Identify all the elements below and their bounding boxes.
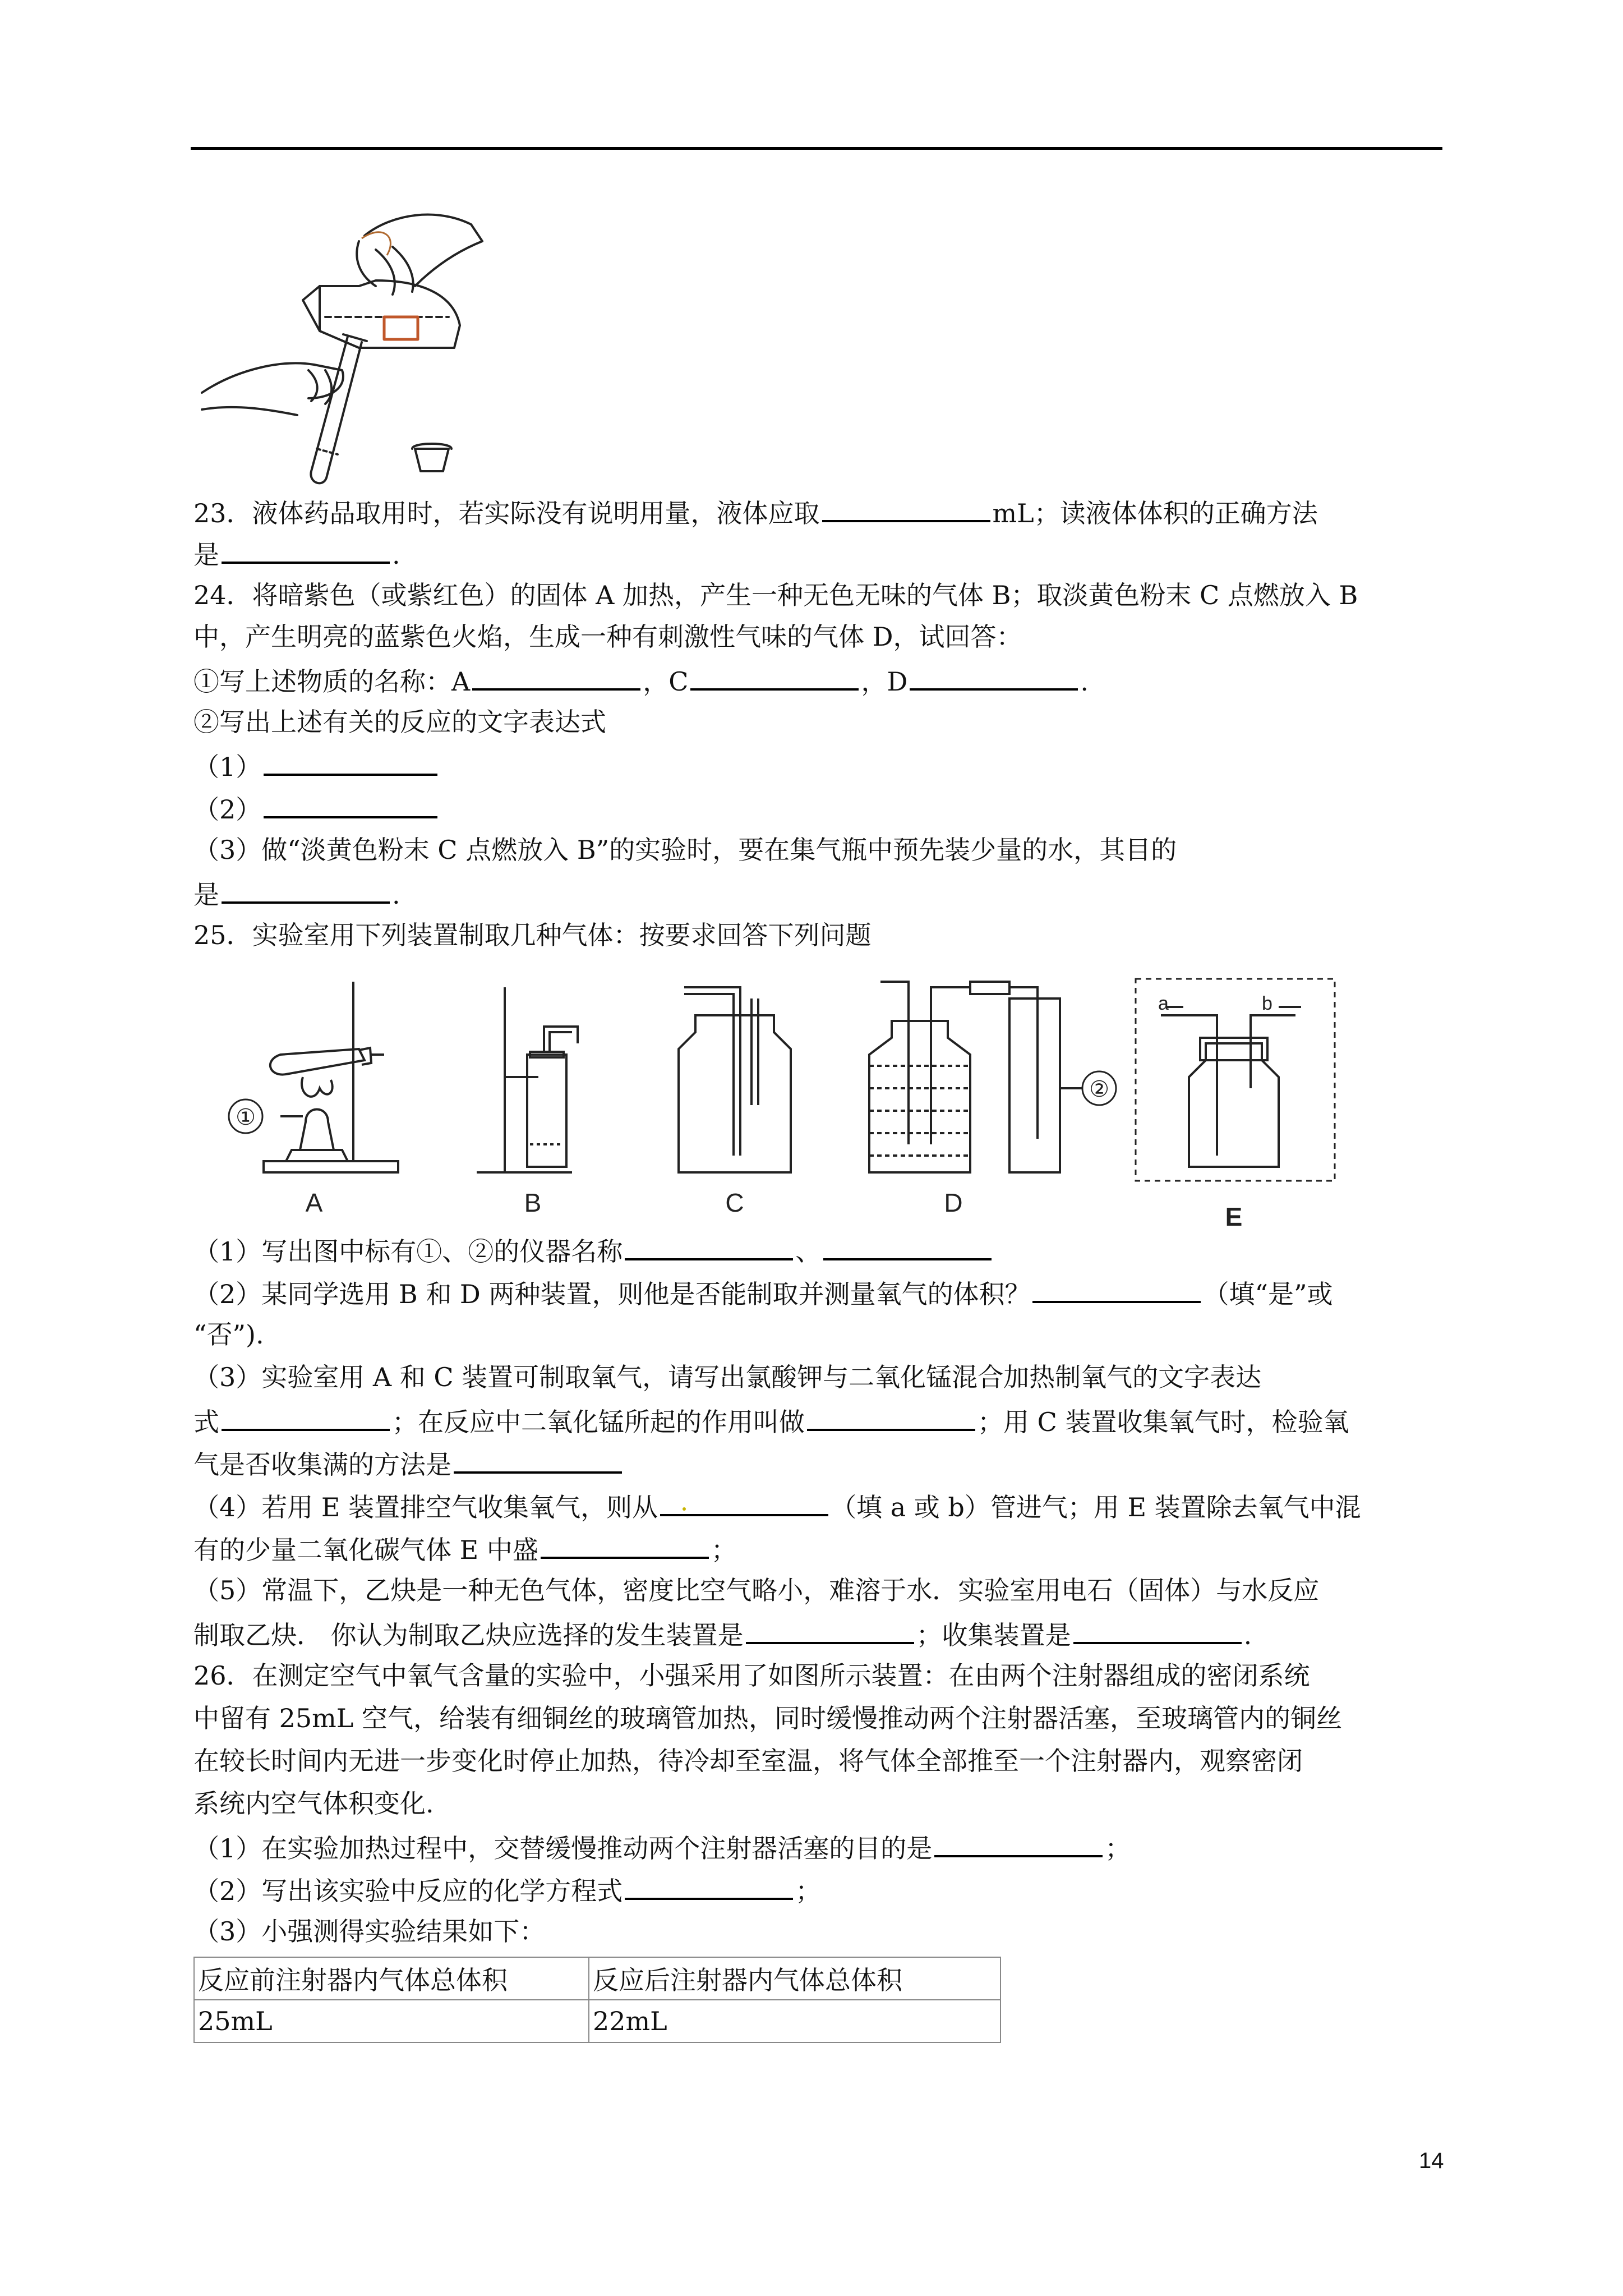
answer-blank[interactable]: [746, 1616, 914, 1644]
q25-text: 有的少量二氧化碳气体 E 中盛: [193, 1535, 538, 1565]
answer-blank[interactable]: [222, 1403, 390, 1431]
table-header-row: [194, 1957, 1000, 2000]
label-a: A: [305, 1188, 323, 1217]
q24-line1: 24．将暗紫色（或紫红色）的固体 A 加热，产生一种无色无味的气体 B；取淡黄色粉末 C 点燃放入 B: [193, 580, 1358, 610]
answer-blank[interactable]: [1073, 1616, 1242, 1644]
q26-line3: 在较长时间内无进一步变化时停止加热，待冷却至室温，将气体全部推至一个注射器内，观察密闭: [193, 1746, 1303, 1776]
pouring-liquid-figure: [191, 202, 527, 494]
apparatus-e: [1133, 976, 1340, 1234]
q23-text: 23．液体药品取用时，若实际没有说明用量，液体应取: [193, 498, 820, 528]
answer-blank[interactable]: [264, 790, 437, 818]
q24-line3: [193, 662, 1089, 698]
table-header-cell: 反应前注射器内气体总体积: [194, 1957, 589, 2000]
answer-blank[interactable]: [1032, 1275, 1201, 1303]
result-table: [193, 1957, 1001, 2043]
q24-text: 是: [193, 880, 219, 910]
q25-s5: （5）常温下，乙炔是一种无色气体，密度比空气略小，难溶于水．实验室用电石（固体）与水反应: [193, 1575, 1320, 1605]
page-number: 14: [1419, 2148, 1444, 2173]
q25-text: ；用 C 装置收集氧气时，检验氧: [978, 1407, 1349, 1437]
answer-blank[interactable]: [264, 748, 437, 776]
q25-text: （2）某同学选用 B 和 D 两种装置，则他是否能制取并测量氧气的体积？: [193, 1279, 1031, 1309]
answer-blank[interactable]: [934, 1829, 1103, 1857]
q25-s1: [193, 1232, 994, 1268]
q26-s3: （3）小强测得实验结果如下：: [193, 1916, 546, 1947]
apparatus-b: [465, 965, 611, 1228]
q26-text: （2）写出该实验中反应的化学方程式: [193, 1876, 623, 1906]
answer-blank[interactable]: [222, 876, 390, 904]
q25-s3: （3）实验室用 A 和 C 装置可制取氧气，请写出氯酸钾与二氧化锰混合加热制氧气的文字表达: [193, 1362, 1262, 1392]
q26-line2: 中留有 25mL 空气，给装有细铜丝的玻璃管加热，同时缓慢推动两个注射器活塞，至玻璃管内的铜丝: [193, 1703, 1342, 1733]
answer-blank[interactable]: [910, 662, 1078, 691]
q24-line2: 中，产生明亮的蓝紫色火焰，生成一种有刺激性气味的气体 D，试回答：: [193, 622, 1022, 652]
answer-blank[interactable]: [822, 494, 990, 522]
table-cell: 25mL: [194, 2000, 589, 2042]
apparatus-d: [858, 965, 1138, 1228]
q23-text: .: [392, 540, 400, 570]
q23-line2: [193, 536, 400, 572]
q24-line4: ②写出上述有关的反应的文字表达式: [193, 707, 606, 737]
q26-line1: 26．在测定空气中氧气含量的实验中，小强采用了如图所示装置：在由两个注射器组成的密闭系统: [193, 1660, 1310, 1691]
q25-text: 制取乙炔． 你认为制取乙炔应选择的发生装置是: [193, 1620, 744, 1650]
label-c: C: [725, 1188, 744, 1217]
q25-text: .: [1243, 1620, 1252, 1650]
q24-line5: [193, 748, 440, 784]
answer-blank[interactable]: [222, 536, 390, 564]
q23-text: 是: [193, 540, 219, 570]
q25-text: 气是否收集满的方法是: [193, 1450, 451, 1480]
q25-s2-cont: “否”).: [193, 1319, 264, 1350]
q26-line4: 系统内空气体积变化.: [193, 1788, 434, 1819]
q24-text: ，C: [643, 666, 689, 697]
answer-blank[interactable]: [625, 1872, 793, 1900]
highlight-dot: [683, 1507, 686, 1511]
q25-s3-end: [193, 1446, 624, 1481]
q25-s5-cont: [193, 1616, 1252, 1652]
q25-text: （4）若用 E 装置排空气收集氧气，则从: [193, 1492, 658, 1522]
answer-blank[interactable]: [823, 1232, 992, 1260]
table-row: [194, 2000, 1000, 2042]
q24-text: .: [392, 880, 400, 910]
answer-blank[interactable]: [541, 1531, 709, 1559]
q24-line8: [193, 876, 400, 912]
q25-text: （填“是”或: [1203, 1279, 1333, 1309]
q26-s1: [193, 1829, 1131, 1865]
q25-text: 式: [193, 1407, 219, 1437]
q24-line6: [193, 790, 440, 826]
q25-s2: [193, 1275, 1333, 1311]
q24-text: （1）: [193, 752, 262, 782]
q25-s4: [193, 1488, 1361, 1524]
apparatus-a: [191, 965, 426, 1228]
q26-text: ；: [795, 1876, 822, 1906]
answer-blank[interactable]: [625, 1232, 793, 1260]
q24-line7: （3）做“淡黄色粉末 C 点燃放入 B”的实验时，要在集气瓶中预先装少量的水，其目的: [193, 835, 1177, 865]
answer-blank[interactable]: [472, 662, 640, 691]
q25-title: 25．实验室用下列装置制取几种气体：按要求回答下列问题: [193, 920, 872, 950]
q26-text: ；: [1105, 1833, 1131, 1864]
table-header-cell: 反应后注射器内气体总体积: [589, 1957, 1000, 2000]
q24-text: .: [1080, 666, 1089, 697]
marker-1: ①: [236, 1105, 256, 1130]
apparatus-c: [651, 965, 819, 1228]
answer-blank[interactable]: [660, 1488, 828, 1516]
pipe-b-label: b: [1262, 993, 1272, 1014]
q24-text: ，D: [861, 666, 908, 697]
q25-text: （1）写出图中标有①、②的仪器名称: [193, 1236, 623, 1267]
q25-text: ；收集装置是: [916, 1620, 1071, 1650]
q25-s4-cont: [193, 1531, 737, 1567]
q24-text: （2）: [193, 794, 262, 825]
label-b: B: [524, 1188, 542, 1217]
q26-text: （1）在实验加热过程中，交替缓慢推动两个注射器活塞的目的是: [193, 1833, 933, 1864]
answer-blank[interactable]: [690, 662, 859, 691]
marker-2: ②: [1089, 1076, 1109, 1102]
q25-text: ；在反应中二氧化锰所起的作用叫做: [392, 1407, 805, 1437]
label-e: E: [1225, 1202, 1243, 1231]
pipe-a-label: a: [1158, 993, 1169, 1014]
label-d: D: [944, 1188, 963, 1217]
q23-text: mL；读液体体积的正确方法: [992, 498, 1318, 528]
q25-text: （填 a 或 b）管进气；用 E 装置除去氧气中混: [831, 1492, 1361, 1522]
answer-blank[interactable]: [454, 1446, 622, 1474]
q25-text: ；: [711, 1535, 737, 1565]
header-rule: [191, 147, 1442, 150]
q25-s3-cont: [193, 1403, 1349, 1439]
q26-s2: [193, 1872, 821, 1908]
q23-line1: [193, 494, 1318, 530]
q25-text: 、: [795, 1236, 822, 1267]
q24-text: ①写上述物质的名称：A: [193, 666, 471, 697]
table-cell: 22mL: [589, 2000, 1000, 2042]
answer-blank[interactable]: [807, 1403, 975, 1431]
